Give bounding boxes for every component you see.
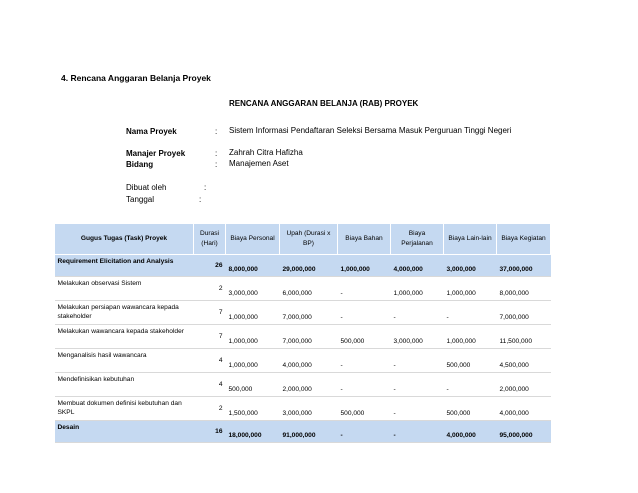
header-biaya-personal: Biaya Personal — [226, 224, 280, 255]
cell-biaya-kegiatan: 37,000,000 — [497, 255, 551, 277]
cell-biaya-kegiatan: 8,000,000 — [497, 277, 551, 301]
section-title: 4. Rencana Anggaran Belanja Proyek — [61, 73, 211, 83]
cell-task: Desain — [55, 421, 194, 443]
header-biaya-bahan: Biaya Bahan — [338, 224, 391, 255]
cell-biaya-perjalanan: - — [391, 421, 444, 443]
cell-biaya-kegiatan: 95,000,000 — [497, 421, 551, 443]
document-title: RENCANA ANGGARAN BELANJA (RAB) PROYEK — [229, 99, 419, 108]
cell-durasi: 16 — [194, 421, 226, 443]
cell-biaya-personal: 1,000,000 — [226, 349, 280, 373]
cell-biaya-kegiatan: 4,000,000 — [497, 397, 551, 421]
cell-upah: 6,000,000 — [280, 277, 338, 301]
cell-upah: 4,000,000 — [280, 349, 338, 373]
table-row-group — [55, 421, 551, 443]
cell-biaya-bahan: - — [338, 277, 391, 301]
cell-task: Requirement Elicitation and Analysis — [55, 255, 194, 277]
label-nama-proyek: Nama Proyek — [126, 127, 177, 136]
cell-biaya-kegiatan: 11,500,000 — [497, 325, 551, 349]
cell-biaya-lain: - — [444, 301, 497, 325]
cell-biaya-personal: 1,000,000 — [226, 325, 280, 349]
table-row — [55, 325, 551, 349]
cell-upah: 29,000,000 — [280, 255, 338, 277]
cell-task: Menganalisis hasil wawancara — [55, 349, 194, 373]
table-row — [55, 301, 551, 325]
cell-upah: 91,000,000 — [280, 421, 338, 443]
table-row — [55, 349, 551, 373]
table-header-row — [55, 224, 551, 255]
cell-durasi: 2 — [194, 277, 226, 301]
header-task: Gugus Tugas (Task) Proyek — [55, 224, 194, 255]
value-manajer-proyek: Zahrah Citra Hafizha — [229, 148, 303, 157]
budget-table — [54, 223, 551, 443]
cell-biaya-lain: 3,000,000 — [444, 255, 497, 277]
cell-biaya-perjalanan: - — [391, 301, 444, 325]
cell-biaya-perjalanan: 1,000,000 — [391, 277, 444, 301]
label-bidang: Bidang — [126, 160, 154, 169]
cell-biaya-perjalanan: - — [391, 349, 444, 373]
colon-bidang: : — [215, 160, 218, 169]
header-durasi: Durasi (Hari) — [194, 224, 226, 255]
cell-task: Melakukan observasi Sistem — [55, 277, 194, 301]
cell-biaya-lain: - — [444, 373, 497, 397]
cell-task: Melakukan persiapan wawancara kepada stakeholder — [55, 301, 194, 325]
cell-biaya-personal: 3,000,000 — [226, 277, 280, 301]
cell-upah: 3,000,000 — [280, 397, 338, 421]
cell-durasi: 7 — [194, 325, 226, 349]
table-row — [55, 373, 551, 397]
cell-biaya-lain: 500,000 — [444, 349, 497, 373]
cell-task: Melakukan wawancara kepada stakeholder — [55, 325, 194, 349]
cell-biaya-lain: 1,000,000 — [444, 325, 497, 349]
cell-biaya-bahan: 500,000 — [338, 397, 391, 421]
table-row — [55, 277, 551, 301]
cell-biaya-kegiatan: 4,500,000 — [497, 349, 551, 373]
cell-biaya-lain: 4,000,000 — [444, 421, 497, 443]
cell-biaya-bahan: - — [338, 421, 391, 443]
cell-upah: 7,000,000 — [280, 325, 338, 349]
cell-biaya-bahan: 1,000,000 — [338, 255, 391, 277]
cell-biaya-perjalanan: - — [391, 397, 444, 421]
header-biaya-kegiatan: Biaya Kegiatan — [497, 224, 551, 255]
colon-nama-proyek: : — [215, 127, 218, 136]
label-manajer-proyek: Manajer Proyek — [126, 149, 186, 158]
colon-tanggal: : — [199, 195, 202, 204]
cell-biaya-perjalanan: - — [391, 373, 444, 397]
value-nama-proyek: Sistem Informasi Pendaftaran Seleksi Bersama Masuk Perguruan Tinggi Negeri — [229, 126, 512, 135]
cell-task: Membuat dokumen definisi kebutuhan dan SKPL — [55, 397, 194, 421]
label-tanggal: Tanggal — [126, 195, 155, 204]
cell-upah: 2,000,000 — [280, 373, 338, 397]
header-biaya-perjalanan: Biaya Perjalanan — [391, 224, 444, 255]
cell-biaya-perjalanan: 4,000,000 — [391, 255, 444, 277]
cell-durasi: 2 — [194, 397, 226, 421]
cell-biaya-bahan: 500,000 — [338, 325, 391, 349]
label-dibuat-oleh: Dibuat oleh — [126, 183, 167, 192]
cell-biaya-personal: 8,000,000 — [226, 255, 280, 277]
cell-durasi: 4 — [194, 349, 226, 373]
cell-biaya-bahan: - — [338, 301, 391, 325]
table-row-group — [55, 255, 551, 277]
table-row — [55, 397, 551, 421]
cell-biaya-lain: 1,000,000 — [444, 277, 497, 301]
cell-durasi: 26 — [194, 255, 226, 277]
cell-biaya-kegiatan: 7,000,000 — [497, 301, 551, 325]
cell-biaya-bahan: - — [338, 373, 391, 397]
header-upah: Upah (Durasi x BP) — [280, 224, 338, 255]
cell-upah: 7,000,000 — [280, 301, 338, 325]
cell-task: Mendefinisikan kebutuhan — [55, 373, 194, 397]
colon-dibuat-oleh: : — [204, 183, 207, 192]
cell-durasi: 7 — [194, 301, 226, 325]
cell-biaya-personal: 1,500,000 — [226, 397, 280, 421]
colon-manajer-proyek: : — [215, 149, 218, 158]
cell-biaya-personal: 18,000,000 — [226, 421, 280, 443]
cell-durasi: 4 — [194, 373, 226, 397]
cell-biaya-kegiatan: 2,000,000 — [497, 373, 551, 397]
cell-biaya-lain: 500,000 — [444, 397, 497, 421]
cell-biaya-bahan: - — [338, 349, 391, 373]
header-biaya-lain: Biaya Lain-lain — [444, 224, 497, 255]
value-bidang: Manajemen Aset — [229, 159, 289, 168]
cell-biaya-personal: 500,000 — [226, 373, 280, 397]
cell-biaya-personal: 1,000,000 — [226, 301, 280, 325]
cell-biaya-perjalanan: 3,000,000 — [391, 325, 444, 349]
